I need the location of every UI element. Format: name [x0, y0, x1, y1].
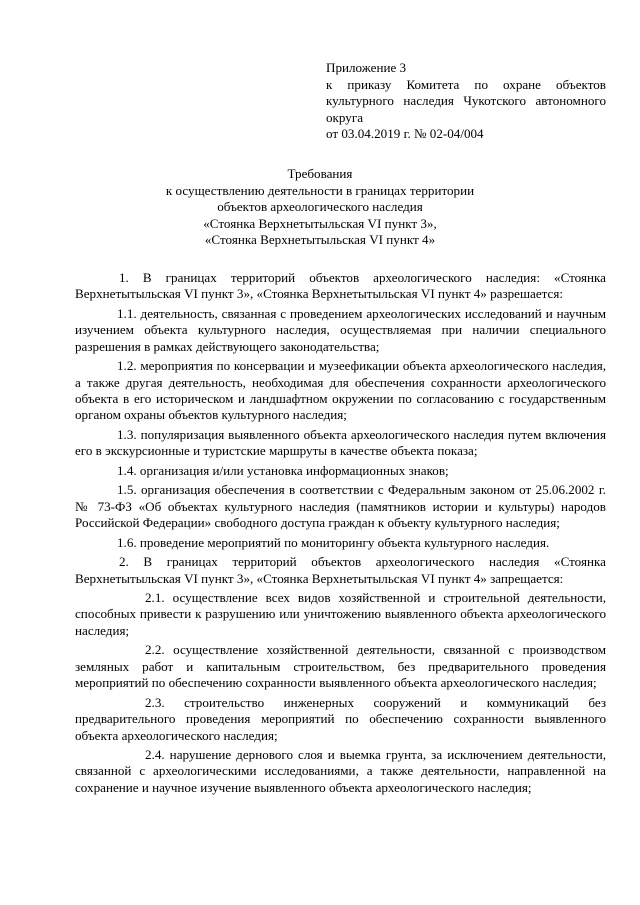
- paragraph-1-1: 1.1. деятельность, связанная с проведением археологических исследований и научным изучением объекта культурного наследия, осуществляемая при наличии специального разрешения в рамках действующего законодательства;: [75, 305, 606, 354]
- title-line-5: «Стоянка Верхнетытыльская VI пункт 4»: [204, 232, 436, 247]
- title-line-2: к осуществлению деятельности в границах территории: [165, 182, 475, 198]
- document-title: [0, 166, 640, 249]
- paragraph-1-2: 1.2. мероприятия по консервации и музеефикации объекта археологического наследия, а также другая деятельность, необходимая для обеспечения сохранности археологического объекта в его историческом и ландшафтном окружении по согласованию с государственным органом охраны объектов культурного наследия;: [75, 358, 606, 423]
- paragraph-1: 1. В границах территорий объектов археологического наследия: «Стоянка Верхнетытыльская VI пункт 3», «Стоянка Верхнетытыльская VI пункт 4» разрешается:: [75, 270, 606, 302]
- paragraph-1-3: 1.3. популяризация выявленного объекта археологического наследия путем включения его в экскурсионные и туристские маршруты в качестве объекта показа;: [75, 426, 606, 459]
- appendix-order-reference: к приказу Комитета по охране объектов культурного наследия Чукотского автономного: [326, 76, 606, 108]
- paragraph-1-5: 1.5. организация обеспечения в соответствии с Федеральным законом от 25.06.2002 г. № 73-ФЗ «Об объектах культурного наследия (памятников истории и культуры) народов Российской Федерации» свободного доступа граждан к объекту культурного наследия;: [75, 482, 606, 531]
- appendix-number: Приложение 3: [326, 60, 407, 75]
- appendix-date: от 03.04.2019 г. № 02-04/004: [326, 126, 484, 141]
- paragraph-2-3: 2.3. строительство инженерных сооружений и коммуникаций без предварительного проведения мероприятий по обеспечению сохранности выявленного объекта археологического наследия;: [75, 694, 606, 743]
- appendix-region: округа: [326, 109, 364, 125]
- paragraph-2: 2. В границах территорий объектов археологического наследия «Стоянка Верхнетытыльская VI пункт 3», «Стоянка Верхнетытыльская VI пункт 4» запрещается:: [75, 554, 606, 586]
- paragraph-1-4: 1.4. организация и/или установка информационных знаков;: [117, 462, 449, 478]
- document-body: [75, 270, 606, 799]
- title-line-1: Требования: [287, 166, 353, 181]
- paragraph-2-1: 2.1. осуществление всех видов хозяйственной и строительной деятельности, способных привести к разрушению или уничтожению выявленного объекта археологического наследия;: [75, 590, 606, 638]
- appendix-header: [326, 60, 606, 143]
- paragraph-2-4: 2.4. нарушение дернового слоя и выемка грунта, за исключением деятельности, связанной с археологическими исследованиями, а также деятельности, направленной на сохранение и научное изучение выявленного объекта археологического наследия;: [75, 747, 606, 795]
- title-line-4: «Стоянка Верхнетытыльская VI пункт 3»,: [203, 215, 437, 231]
- title-line-3: объектов археологического наследия: [217, 199, 423, 214]
- paragraph-1-6: 1.6. проведение мероприятий по мониторингу объекта культурного наследия.: [117, 534, 550, 550]
- paragraph-2-2: 2.2. осуществление хозяйственной деятельности, связанной с производством земляных работ и капитальным строительством, без предварительного проведения мероприятий по обеспечению сохранности выявленного объекта археологического наследия;: [75, 642, 606, 691]
